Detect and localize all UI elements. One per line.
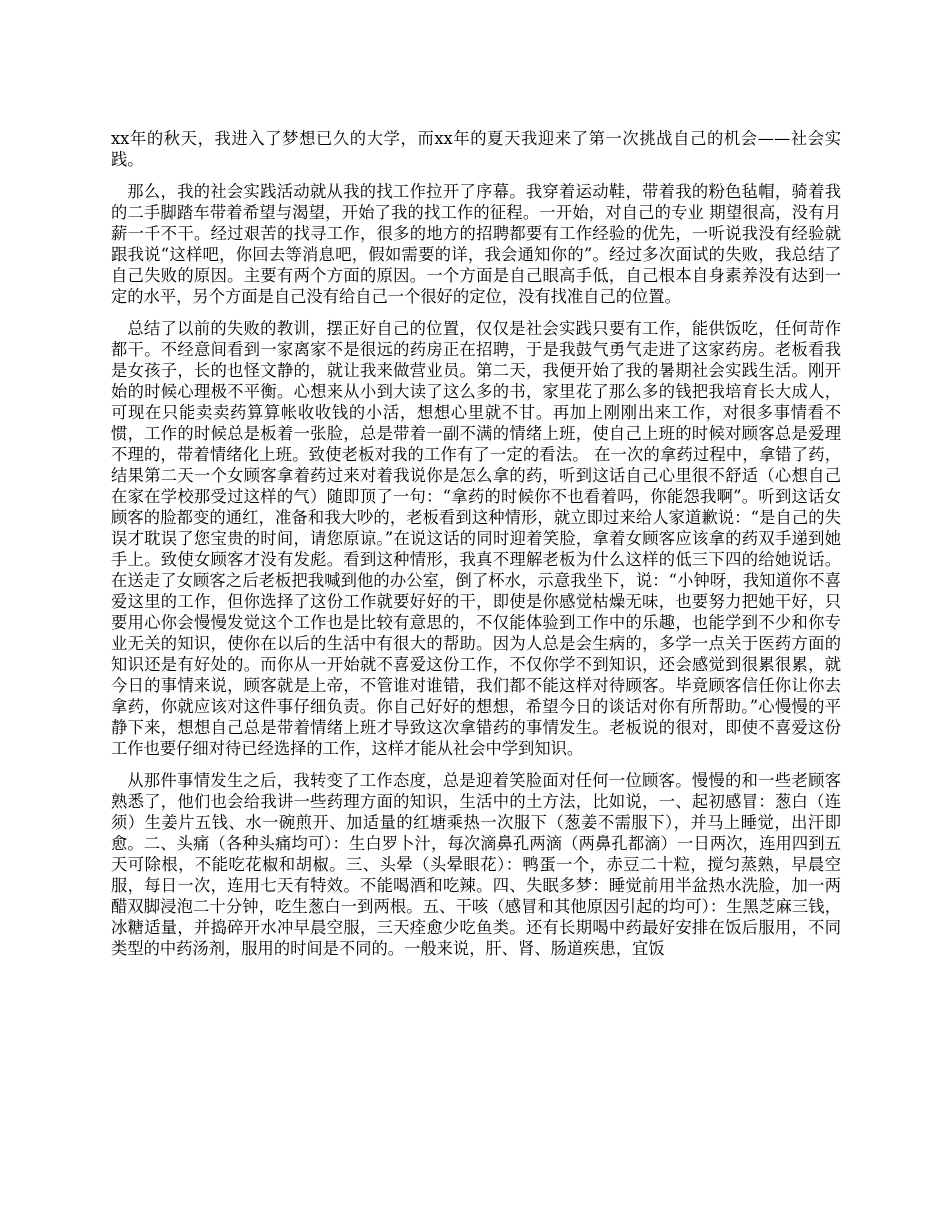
paragraph-job-search: 那么，我的社会实践活动就从我的找工作拉开了序幕。我穿着运动鞋，带着我的粉色毡帽，骑着我的二手脚踏车带着希望与渴望，开始了我的找工作的征程。一开始，对自己的专业 期望很高，没有月薪一千不干。经过艰苦的找寻工作，很多的地方的招聘都要有工作经验的优先，一听说我没有经验就跟我说“这样吧，你回去等消息吧，假如需要的详，我会通知你的”。经过多次面试的失败，我总结了自己失败的原因。主要有两个方面的原因。一个方面是自己眼高手低，自己根本自身素养没有达到一定的水平，另个方面是自己没有给自己一个很好的定位，没有找准自己的位置。 [111,182,841,306]
paragraph-intro: xx年的秋天，我进入了梦想已久的大学，而xx年的夏天我迎来了第一次挑战自己的机会——社会实践。 [111,129,841,169]
paragraph-attitude-change: 从那件事情发生之后，我转变了工作态度，总是迎着笑脸面对任何一位顾客。慢慢的和一些老顾客熟悉了，他们也会给我讲一些药理方面的知识，生活中的土方法，比如说，一、起初感冒：葱白（连须）生姜片五钱、水一碗煎开、加适量的红塘乘热一次服下（葱姜不需服下），并马上睡觉，出汗即愈。二、头痛（各种头痛均可）：生白罗卜汁，每次滴鼻孔两滴（两鼻孔都滴）一日两次，连用四到五天可除根，不能吃花椒和胡椒。三、头晕（头晕眼花）：鸭蛋一个，赤豆二十粒，搅匀蒸熟，早晨空服，每日一次，连用七天有特效。不能喝酒和吃辣。四、失眠多梦：睡觉前用半盆热水洗脸，加一两醋双脚浸泡二十分钟，吃生葱白一到两根。五、干咳（感冒和其他原因引起的均可）：生黑芝麻三钱，冰糖适量，并捣碎开水冲早晨空服，三天痊愈少吃鱼类。还有长期喝中药最好安排在饭后服用，不同类型的中药汤剂，服用的时间是不同的。一般来说，肝、肾、肠道疾患，宜饭 [111,771,841,958]
paragraph-pharmacy-work: 总结了以前的失败的教训，摆正好自己的位置，仅仅是社会实践只要有工作，能供饭吃，任何苛作都干。不经意间看到一家离家不是很远的药房正在招聘，于是我鼓气勇气走进了这家药房。老板看我是女孩子，长的也怪文静的，就让我来做营业员。第二天，我便开始了我的暑期社会实践生活。刚开始的时候心理极不平衡。心想来从小到大读了这么多的书，家里花了那么多的钱把我培育长大成人，可现在只能卖卖药算算帐收收钱的小活，想想心里就不甘。再加上刚刚出来工作，对很多事情看不惯，工作的时候总是板着一张脸，总是带着一副不满的情绪上班，使自己上班的时候对顾客总是爱理不理的，带着情绪化上班。致使老板对我的工作有了一定的看法。 在一次的拿药过程中，拿错了药，结果第二天一个女顾客拿着药过来对着我说你是怎么拿的药，听到这话自己心里很不舒适（心想自己在家在学校那受过这样的气）随即顶了一句：“拿药的时候你不也看着吗，你能怨我啊”。听到这话女顾客的脸都变的通红，准备和我大吵的，老板看到这种情形，就立即过来给人家道歉说：“是自己的失误才耽误了您宝贵的时间，请您原谅。”在说这话的同时迎着笑脸，拿着女顾客应该拿的药双手递到她手上。致使女顾客才没有发彪。看到这种情形，我真不理解老板为什么这样的低三下四的给她说话。在送走了女顾客之后老板把我喊到他的办公室，倒了杯水，示意我坐下，说：“小钟呀，我知道你不喜爱这里的工作，但你选择了这份工作就要好好的干，即使是你感觉枯燥无味，也要努力把她干好，只要用心你会慢慢发觉这个工作也是比较有意思的，不仅能体验到工作中的乐趣，也能学到不少和你专业无关的知识，使你在以后的生活中有很大的帮助。因为人总是会生病的，多学一点关于医药方面的知识还是有好处的。而你从一开始就不喜爱这份工作，不仅你学不到知识，还会感觉到很累很累，就今日的事情来说，顾客就是上帝，不管谁对谁错，我们都不能这样对待顾客。毕竟顾客信任你让你去拿药，你就应该对这件事仔细负责。你自己好好的想想，希望今日的谈话对你有所帮助。”心慢慢的平静下来，想想自己总是带着情绪上班才导致这次拿错药的事情发生。老板说的很对，即使不喜爱这份工作也要仔细对待已经选择的工作，这样才能从社会中学到知识。 [111,319,841,758]
document-body [111,128,841,970]
